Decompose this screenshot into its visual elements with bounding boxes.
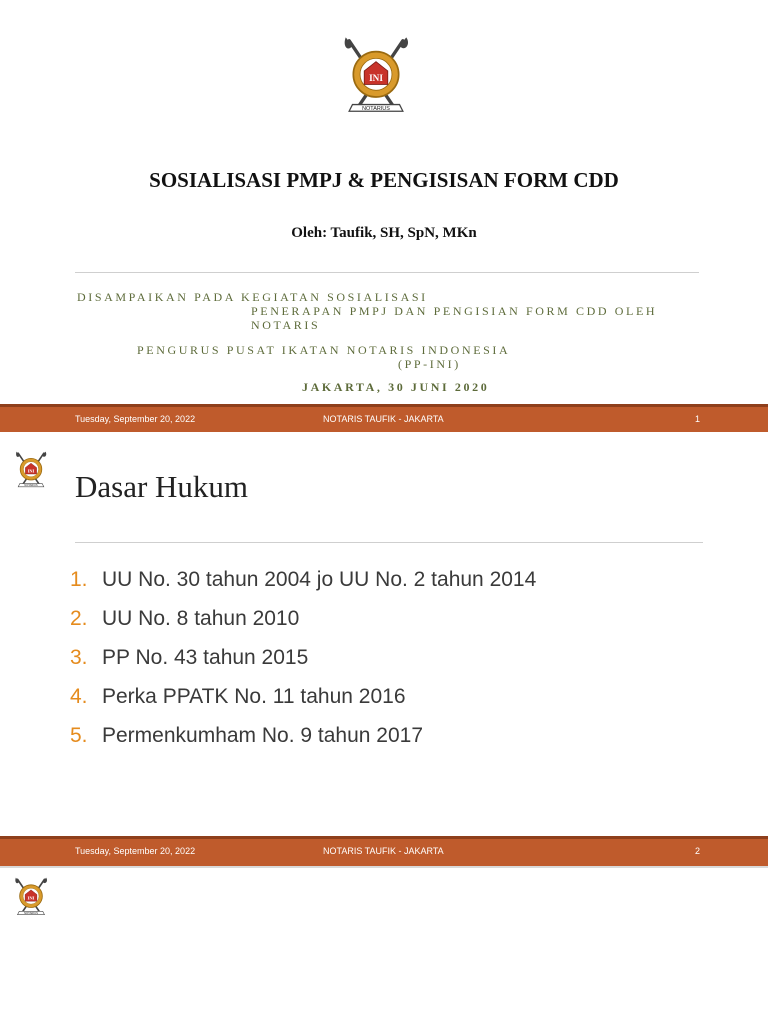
list-text: Perka PPATK No. 11 tahun 2016: [102, 685, 406, 708]
footer-title: NOTARIS TAUFIK - JAKARTA: [323, 846, 444, 856]
divider: [75, 542, 703, 543]
list-item: [70, 607, 536, 646]
slide-author: Oleh: Taufik, SH, SpN, MKn: [291, 225, 477, 241]
subtitle-line-6: JAKARTA, 30 JUNI 2020: [302, 380, 490, 394]
ini-notarius-emblem-icon: [334, 30, 418, 122]
slide-title: SOSIALISASI PMPJ & PENGISISAN FORM CDD: [149, 168, 619, 192]
subtitle-line-4: PENGURUS PUSAT IKATAN NOTARIS INDONESIA: [137, 343, 511, 357]
slide-footer-2: [0, 836, 768, 866]
slide-1: [0, 0, 768, 432]
slide-3: [0, 868, 768, 1028]
ini-notarius-emblem-icon: [10, 876, 52, 918]
list-text: PP No. 43 tahun 2015: [102, 646, 309, 669]
divider: [75, 272, 699, 273]
list-number: 4.: [70, 685, 88, 708]
subtitle-line-2: PENERAPAN PMPJ DAN PENGISIAN FORM CDD OLEH: [251, 304, 658, 318]
legal-basis-list: [70, 568, 536, 763]
subtitle-line-3: NOTARIS: [251, 318, 321, 332]
footer-title: NOTARIS TAUFIK - JAKARTA: [323, 414, 444, 424]
subtitle-line-1: DISAMPAIKAN PADA KEGIATAN SOSIALISASI: [77, 290, 428, 304]
slide-footer-1: [0, 404, 768, 434]
footer-page-number: 1: [695, 414, 701, 424]
list-item: [70, 724, 536, 763]
list-item: [70, 685, 536, 724]
footer-date: Tuesday, September 20, 2022: [75, 414, 196, 424]
slide-2: [0, 432, 768, 864]
footer-date: Tuesday, September 20, 2022: [75, 846, 196, 856]
list-number: 5.: [70, 724, 88, 747]
list-item: [70, 646, 536, 685]
list-number: 1.: [70, 568, 88, 591]
list-item: [70, 568, 536, 607]
slide-heading: Dasar Hukum: [75, 469, 249, 504]
list-text: UU No. 8 tahun 2010: [102, 607, 300, 630]
list-text: Permenkumham No. 9 tahun 2017: [102, 724, 424, 747]
footer-page-number: 2: [695, 846, 701, 856]
list-number: 2.: [70, 607, 88, 630]
list-number: 3.: [70, 646, 88, 669]
subtitle-line-5: (PP-INI): [398, 357, 461, 371]
list-text: UU No. 30 tahun 2004 jo UU No. 2 tahun 2014: [102, 568, 537, 591]
ini-notarius-emblem-icon: [10, 450, 52, 490]
